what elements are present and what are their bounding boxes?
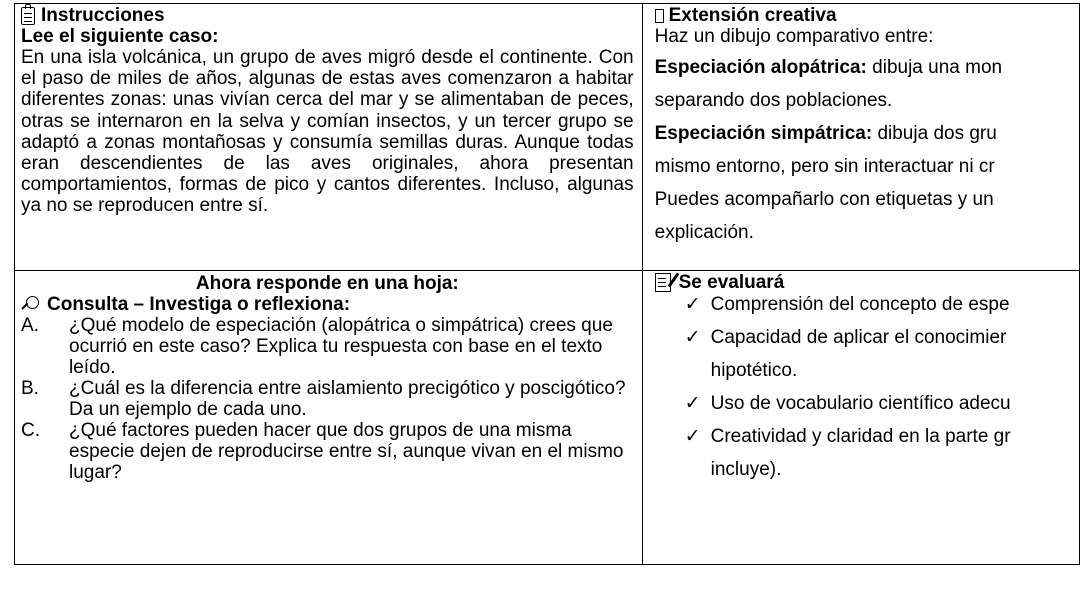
question-item: B. ¿Cuál es la diferencia entre aislamiento precigótico y poscigótico? Da un ejemplo de cada uno. (21, 378, 626, 420)
evaluation-list (655, 288, 1079, 486)
creative-line: Especiación alopátrica: dibuja una mon (654, 57, 1003, 79)
creative-intro: Haz un dibujo comparativo entre: (654, 26, 934, 47)
memo-icon (655, 273, 671, 292)
empty-box-icon (655, 9, 664, 23)
creative-line: mismo entorno, pero sin interactuar ni cr (654, 156, 995, 178)
creative-cell (642, 4, 1079, 271)
evaluation-item: ✓ Comprensión del concepto de espe (685, 288, 1079, 321)
evaluation-item: ✓ Uso de vocabulario científico adecu (685, 387, 1079, 420)
creative-line: explicación. (654, 222, 754, 244)
evaluation-item: incluye). (710, 459, 782, 480)
respond-heading: Ahora responde en una hoja: (195, 273, 459, 294)
check-icon: ✓ (684, 327, 701, 348)
check-icon: ✓ (684, 426, 701, 447)
question-list (21, 315, 634, 483)
creative-heading (655, 5, 1079, 26)
check-icon: ✓ (684, 294, 701, 315)
evaluation-cell (642, 271, 1079, 565)
instructions-cell (15, 4, 643, 271)
question-item: A. ¿Qué modelo de especiación (alopátrica o simpátrica) crees que ocurrió en este caso? Explica tu respuesta con base en el texto leído. (21, 315, 613, 378)
creative-line: separando dos poblaciones. (654, 90, 893, 112)
instructions-heading (21, 5, 634, 26)
instructions-subtitle: Lee el siguiente caso: (21, 26, 219, 47)
check-icon: ✓ (684, 393, 701, 414)
evaluation-title: Se evaluará (678, 272, 785, 293)
respond-subheading-row (21, 294, 634, 315)
evaluation-item: ✓ Creatividad y claridad en la parte gr (685, 420, 1079, 453)
creative-line: Especiación simpátrica: dibuja dos gru (654, 123, 997, 145)
creative-line: Puedes acompañarlo con etiquetas y un (654, 189, 994, 211)
question-item: C. ¿Qué factores pueden hacer que dos grupos de una misma especie dejen de reproducirse entre sí, aunque vivan en el mismo lugar? (21, 420, 624, 483)
instructions-title: Instrucciones (41, 5, 165, 26)
creative-title: Extensión creativa (668, 5, 837, 26)
case-text: En una isla volcánica, un grupo de aves migró desde el continente. Con el paso de miles de años, algunas de estas aves comenzaron a habitar diferentes zonas: unas vivían cerca del mar y se alimentaban de peces, otras se internaron en la selva y comían insectos, y un tercer grupo se adaptó a zonas montañosas y consumía semillas duras. Aunque todas eran descendientes de las aves originales, ahora presentan comportamientos, formas de pico y cantos diferentes. Incluso, algunas ya no se reproducen entre sí. (21, 47, 634, 217)
respond-cell (15, 271, 643, 565)
clipboard-icon (21, 7, 35, 25)
magnifier-icon (21, 295, 41, 315)
creative-lines (655, 51, 1079, 249)
evaluation-item: hipotético. (710, 360, 798, 381)
respond-subheading: Consulta – Investiga o reflexiona: (47, 294, 351, 315)
worksheet-table (14, 3, 1080, 565)
evaluation-item: ✓ Capacidad de aplicar el conocimier (685, 321, 1079, 354)
